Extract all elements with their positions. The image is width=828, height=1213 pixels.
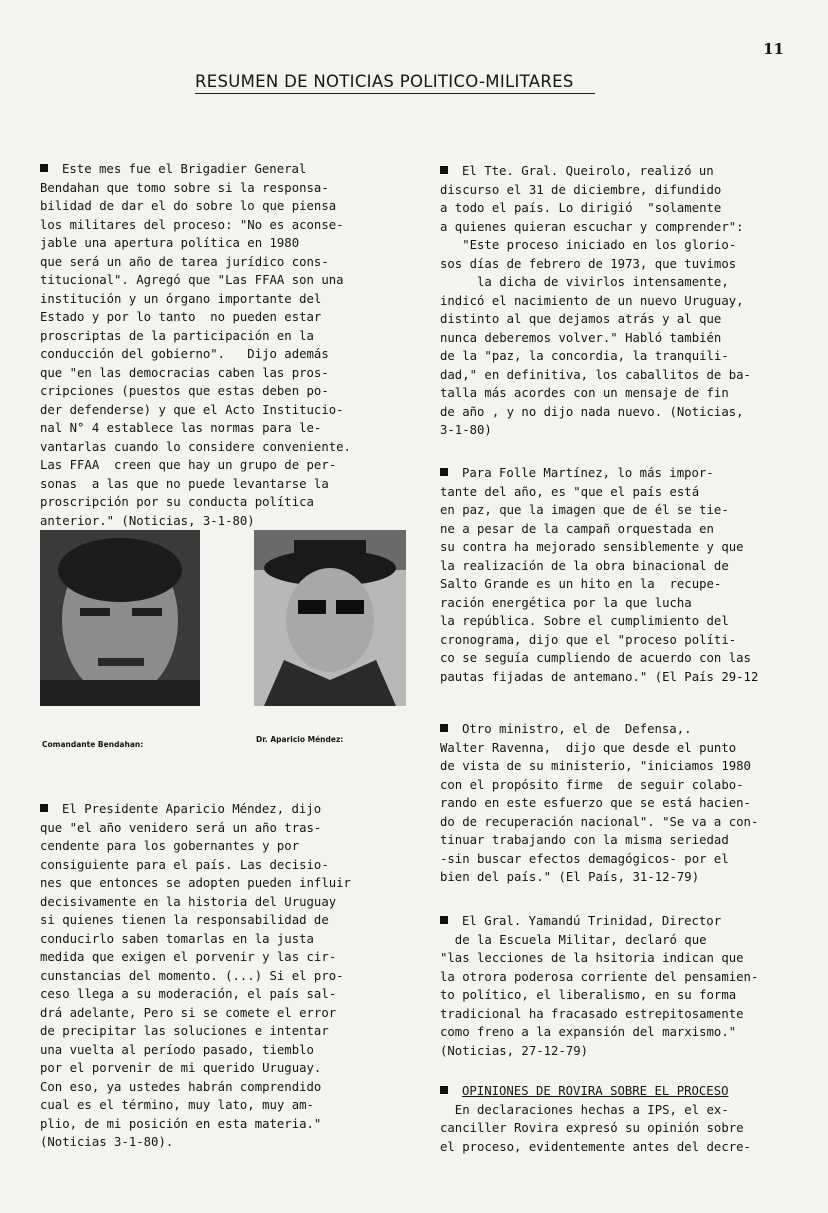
text-line: sos días de febrero de 1973, que tuvimos <box>440 256 737 271</box>
text-line: Con eso, ya ustedes habrán comprendido <box>40 1079 322 1094</box>
text-line: tradicional ha fracasado estrepitosamente <box>440 1006 744 1021</box>
text-line: ceso llega a su moderación, el país sal- <box>40 987 337 1001</box>
photo-mendez <box>254 530 406 706</box>
text-line: "Este proceso iniciado en los glorio- <box>440 238 737 252</box>
text-line: la dicha de vivirlos intensamente, <box>440 275 729 289</box>
text-line: drá adelante, Pero si se comete el error <box>40 1005 337 1020</box>
text-line: ne a pesar de la campañ orquestada en <box>440 521 714 536</box>
bullet-icon <box>440 468 448 476</box>
text-line: si quienes tienen la responsabilidad de <box>40 913 329 927</box>
text-line: discurso el 31 de diciembre, difundido <box>440 182 722 197</box>
text-line: canciller Rovira expresó su opinión sobre <box>440 1121 744 1135</box>
text-line: los militares del proceso: "No es aconse- <box>40 217 344 232</box>
text-line: el proceso, evidentemente antes del decre- <box>440 1139 751 1154</box>
article-queirolo <box>440 162 751 440</box>
photo-caption: Dr. Aparicio Méndez: <box>256 735 344 744</box>
bullet-icon <box>440 166 448 174</box>
text-line: pautas fijadas de antemano." (El País 29-12 <box>440 669 759 684</box>
text-line: plio, de mi posición en esta materia." <box>40 1116 322 1131</box>
text-line: Salto Grande es un hito en la recupe- <box>440 577 722 591</box>
bullet-icon <box>40 804 48 812</box>
photo-strip <box>40 530 412 760</box>
text-line: decisivamente en la historia del Uruguay <box>40 894 337 909</box>
text-line: la república. Sobre el cumplimiento del <box>440 614 729 628</box>
text-line: (Noticias 3-1-80). <box>40 1135 174 1149</box>
text-line: de vista de su ministerio, "iniciamos 1980 <box>440 759 751 773</box>
page-number: 11 <box>763 40 784 58</box>
text-line: El Tte. Gral. Queirolo, realizó un <box>462 164 714 178</box>
bullet-icon <box>440 1086 448 1094</box>
text-line: de precipitar las soluciones e intentar <box>40 1024 329 1038</box>
text-line: Estado y por lo tanto no pueden estar <box>40 310 322 324</box>
text-line: conducirlo saben tomarlas en la justa <box>40 931 314 946</box>
text-line: bien del país." (El País, 31-12-79) <box>440 870 700 884</box>
text-line: Para Folle Martínez, lo más impor- <box>462 466 714 480</box>
text-line: Otro ministro, el de Defensa,. <box>462 722 692 736</box>
text-line: a todo el país. Lo dirigió "solamente <box>440 201 722 215</box>
bullet-icon <box>440 916 448 924</box>
text-line: tinuar trabajando con la misma seriedad <box>440 833 729 847</box>
text-line: por el porvenir de mi querido Uruguay. <box>40 1061 322 1075</box>
text-line: nunca deberemos volver." Habló también <box>440 330 722 345</box>
text-line: 3-1-80) <box>440 423 492 437</box>
text-line: Bendahan que tomo sobre si la responsa- <box>40 180 329 195</box>
text-line: rando en este esfuerzo que se está hacien- <box>440 796 751 810</box>
text-line: Las FFAA creen que hay un grupo de per- <box>40 458 337 472</box>
text-line: titucional". Agregó que "Las FFAA son una <box>40 273 344 287</box>
text-line: En declaraciones hechas a IPS, el ex- <box>440 1102 729 1117</box>
section-heading: OPINIONES DE ROVIRA SOBRE EL PROCESO <box>462 1084 729 1098</box>
text-line: cronograma, dijo que el "proceso políti- <box>440 632 737 647</box>
text-line: der defenderse) y que el Acto Institucio- <box>40 402 344 417</box>
text-line: Walter Ravenna, dijo que desde el punto <box>440 740 737 755</box>
page-title: RESUMEN DE NOTICIAS POLITICO-MILITARES <box>195 72 595 94</box>
photo-caption: Comandante Bendahan: <box>42 740 144 749</box>
text-line: de la Escuela Militar, declaró que <box>440 932 707 947</box>
article-ravenna <box>440 720 758 887</box>
text-line: (Noticias, 27-12-79) <box>440 1043 589 1058</box>
article-mendez <box>40 800 412 1152</box>
text-line: consiguiente para el país. Las decisio- <box>40 857 329 872</box>
text-line: con el propósito firme de seguir colabo- <box>440 777 744 792</box>
article-trinidad <box>440 912 758 1060</box>
text-line: a quienes quieran escuchar y comprender": <box>440 219 744 234</box>
text-line: co se seguía cumpliendo de acuerdo con las <box>440 651 751 665</box>
article-folle-martinez <box>440 464 758 686</box>
text-line: cendente para los gobernantes y por <box>40 839 300 853</box>
text-line: en paz, que la imagen que de él se tie- <box>440 503 729 517</box>
text-line: indicó el nacimiento de un nuevo Uruguay, <box>440 293 744 308</box>
bullet-icon <box>40 164 48 172</box>
text-line: la otrora poderosa corriente del pensamien- <box>440 969 759 984</box>
text-line: talla más acordes con un mensaje de fin <box>440 386 729 400</box>
text-line: la realización de la obra binacional de <box>440 558 729 573</box>
text-line: de año , y no dijo nada nuevo. (Noticias, <box>440 404 744 419</box>
text-line: de la "paz, la concordia, la tranquili- <box>440 349 729 363</box>
text-line: proscripción por su conducta política <box>40 495 314 509</box>
bullet-icon <box>440 724 448 732</box>
text-line: ración energética por la que lucha <box>440 595 692 610</box>
text-line: Este mes fue el Brigadier General <box>62 162 307 176</box>
text-line: sonas a las que no puede levantarse la <box>40 476 329 491</box>
text-line: institución y un órgano importante del <box>40 291 322 306</box>
text-line: El Gral. Yamandú Trinidad, Director <box>462 914 722 928</box>
text-line: El Presidente Aparicio Méndez, dijo <box>62 802 322 816</box>
text-line: cual es el término, muy lato, muy am- <box>40 1098 314 1112</box>
text-line: to político, el liberalismo, en su forma <box>440 988 737 1002</box>
text-line: proscriptas de la participación en la <box>40 328 314 343</box>
text-line: conducción del gobierno". Dijo además <box>40 347 329 361</box>
text-line: una vuelta al período pasado, tiemblo <box>40 1042 314 1057</box>
text-line: jable una apertura política en 1980 <box>40 236 300 250</box>
text-line: vantarlas cuando lo considere conveniente. <box>40 439 351 454</box>
text-line: distinto al que dejamos atrás y al que <box>440 312 722 326</box>
article-bendahan <box>40 160 412 530</box>
text-line: que será un año de tarea jurídico cons- <box>40 254 329 269</box>
text-line: do de recuperación nacional". "Se va a con- <box>440 814 759 829</box>
text-line: cunstancias del momento. (...) Si el pro- <box>40 968 344 983</box>
article-text <box>40 800 412 1152</box>
text-line: anterior." (Noticias, 3-1-80) <box>40 513 255 528</box>
text-line: -sin buscar efectos demagógicos- por el <box>440 851 729 866</box>
text-line: su contra ha mejorado sensiblemente y que <box>440 540 744 554</box>
text-line: nal N° 4 establece las normas para le- <box>40 421 322 435</box>
article-text <box>40 160 412 530</box>
text-line: como freno a la expansión del marxismo." <box>440 1025 737 1039</box>
text-line: bilidad de dar el do sobre lo que piensa <box>40 199 337 213</box>
text-line: cripciones (puestos que estas deben po- <box>40 384 329 398</box>
article-rovira <box>440 1082 751 1156</box>
text-line: tante del año, es "que el país está <box>440 484 700 499</box>
photo-bendahan <box>40 530 200 706</box>
text-line: que "el año venidero será un año tras- <box>40 820 322 835</box>
text-line: nes que entonces se adopten pueden influir <box>40 876 351 890</box>
text-line: "las lecciones de la hsitoria indican que <box>440 951 744 965</box>
text-line: dad," en definitiva, los caballitos de ba- <box>440 367 751 382</box>
text-line: medida que exigen el porvenir y las cir- <box>40 950 337 964</box>
text-line: que "en las democracias caben las pros- <box>40 365 329 380</box>
